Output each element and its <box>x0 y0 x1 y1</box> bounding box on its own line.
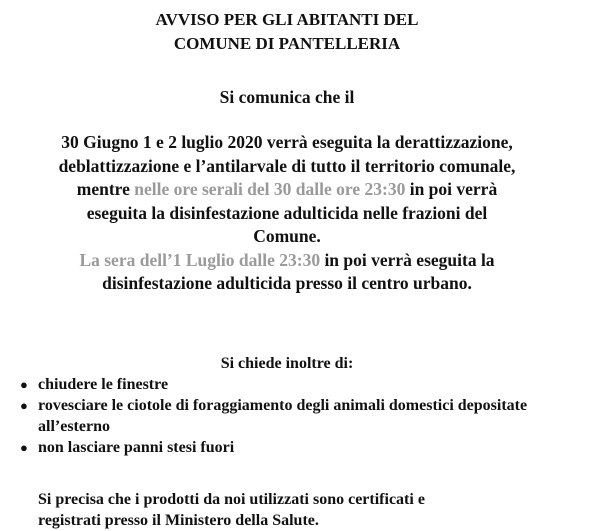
requests-list <box>18 374 578 458</box>
body-text: in poi verrà eseguita la <box>320 249 495 270</box>
body-text: mentre <box>76 179 135 199</box>
list-item-text: rovesciare le ciotole di foraggiamento degli animali domestici depositate all’esterno <box>38 397 528 435</box>
notice-title-line2: COMUNE DI PANTELLERIA <box>173 34 401 53</box>
list-item-text: non lasciare panni stesi fuori <box>38 439 235 456</box>
body-text: in poi verrà <box>405 179 498 199</box>
body-line: deblattizzazione e l’antilarvale di tutto il territorio comunale, <box>58 155 516 176</box>
body-line: disinfestazione adulticida presso il centro urbano. <box>102 273 472 293</box>
list-item <box>18 374 578 395</box>
notice-title-line1: AVVISO PER GLI ABITANTI DEL <box>155 10 419 29</box>
body-line: eseguita la disinfestazione adulticida nelle frazioni del <box>86 202 488 223</box>
bullet-icon: ● <box>20 398 28 413</box>
body-line: Comune. <box>253 226 321 246</box>
body-line: 30 Giugno 1 e 2 luglio 2020 verrà eseguita la derattizzazione, <box>61 132 513 152</box>
certification-note <box>38 489 558 531</box>
bullet-icon: ● <box>20 377 28 392</box>
requests-heading: Si chiede inoltre di: <box>220 355 354 372</box>
note-line: registrati presso il Ministero della Salute. <box>38 512 319 529</box>
evening-time-highlight: nelle ore serali del 30 dalle ore 23:30 <box>134 179 406 199</box>
list-item <box>18 437 578 458</box>
list-item-text: chiudere le finestre <box>38 376 169 393</box>
list-item <box>18 395 578 437</box>
notice-body <box>0 131 574 296</box>
body-line <box>0 249 574 273</box>
july-evening-highlight: La sera dell’1 Luglio dalle 23:30 <box>79 249 321 270</box>
lead-sentence: Si comunica che il <box>219 87 355 107</box>
bullet-icon: ● <box>20 440 28 455</box>
note-line: Si precisa che i prodotti da noi utilizzati sono certificati e <box>38 491 425 508</box>
body-line <box>0 178 574 202</box>
